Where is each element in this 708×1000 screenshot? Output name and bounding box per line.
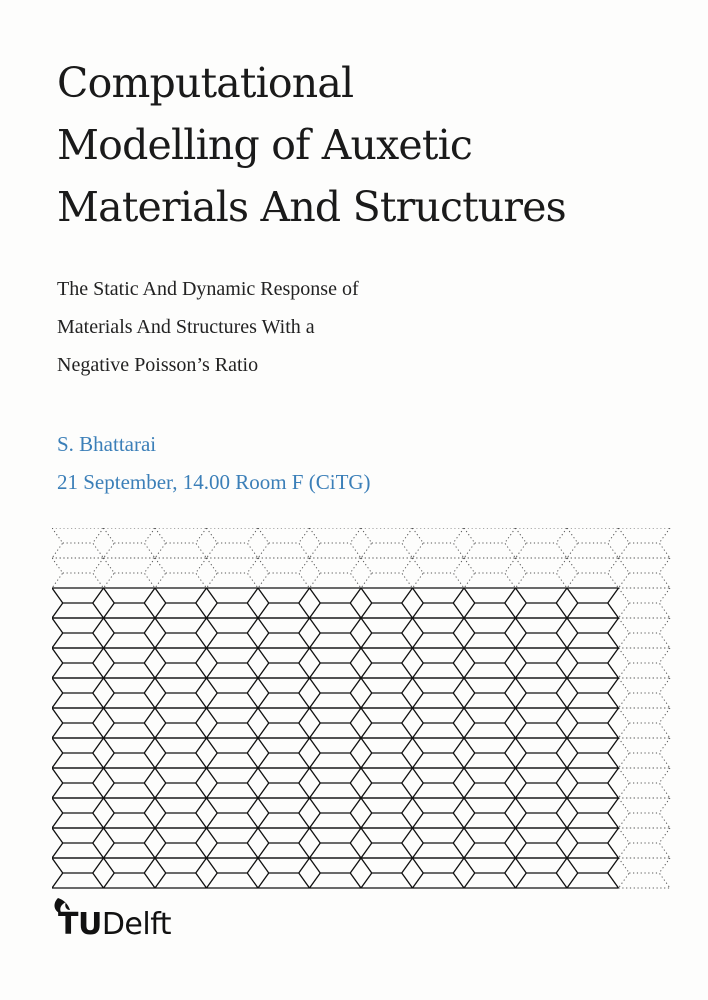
event-details: 21 September, 14.00 Room F (CiTG) bbox=[57, 470, 371, 494]
solid-lattice-cell bbox=[567, 648, 619, 678]
solid-lattice-cell bbox=[155, 768, 207, 798]
solid-lattice-cell bbox=[361, 618, 413, 648]
solid-lattice-cell bbox=[310, 588, 362, 618]
solid-lattice-cell bbox=[361, 678, 413, 708]
solid-lattice-cell bbox=[52, 618, 104, 648]
solid-lattice-cell bbox=[310, 708, 362, 738]
solid-lattice-cell bbox=[104, 708, 156, 738]
subtitle-line: Negative Poisson’s Ratio bbox=[57, 354, 259, 376]
solid-lattice-cell bbox=[104, 678, 156, 708]
solid-lattice-cell bbox=[155, 618, 207, 648]
solid-lattice-cell bbox=[52, 678, 104, 708]
solid-lattice-cell bbox=[258, 768, 310, 798]
solid-lattice-cell bbox=[52, 768, 104, 798]
solid-lattice-cell bbox=[413, 648, 465, 678]
solid-lattice-cell bbox=[361, 738, 413, 768]
dotted-lattice-cell bbox=[567, 528, 619, 558]
dotted-lattice-cell bbox=[516, 528, 568, 558]
dotted-lattice-cell bbox=[619, 738, 671, 768]
solid-lattice-cell bbox=[310, 648, 362, 678]
solid-lattice-cell bbox=[413, 858, 465, 888]
author-block bbox=[57, 425, 657, 501]
solid-lattice-cell bbox=[413, 768, 465, 798]
dotted-lattice-cell bbox=[413, 528, 465, 558]
solid-lattice-cell bbox=[413, 708, 465, 738]
solid-lattice-cell bbox=[155, 798, 207, 828]
solid-lattice-cell bbox=[464, 678, 516, 708]
subtitle-line: The Static And Dynamic Response of bbox=[57, 278, 359, 300]
dotted-lattice-cell bbox=[310, 528, 362, 558]
solid-lattice-cell bbox=[310, 618, 362, 648]
dotted-lattice-cell bbox=[207, 558, 259, 588]
poster-title bbox=[57, 52, 677, 238]
solid-lattice-cell bbox=[516, 588, 568, 618]
dotted-lattice-cell bbox=[464, 558, 516, 588]
solid-lattice-cell bbox=[155, 738, 207, 768]
solid-lattice-cell bbox=[361, 798, 413, 828]
dotted-lattice-cell bbox=[207, 528, 259, 558]
solid-lattice-cell bbox=[52, 648, 104, 678]
title-line: Computational bbox=[57, 59, 354, 107]
solid-lattice-cell bbox=[52, 588, 104, 618]
solid-lattice-cell bbox=[516, 648, 568, 678]
dotted-lattice-cell bbox=[619, 618, 671, 648]
solid-lattice-cell bbox=[258, 858, 310, 888]
solid-lattice-cell bbox=[516, 828, 568, 858]
solid-lattice-cell bbox=[207, 858, 259, 888]
solid-lattice-cell bbox=[104, 738, 156, 768]
solid-lattice-cell bbox=[52, 708, 104, 738]
solid-lattice-cell bbox=[52, 738, 104, 768]
solid-lattice-cell bbox=[567, 588, 619, 618]
dotted-lattice-cell bbox=[104, 528, 156, 558]
poster-subtitle bbox=[57, 270, 657, 384]
solid-lattice-cell bbox=[464, 588, 516, 618]
title-line: Materials And Structures bbox=[57, 183, 566, 231]
solid-lattice-cell bbox=[464, 708, 516, 738]
solid-lattice-cell bbox=[516, 798, 568, 828]
solid-lattice-cell bbox=[567, 678, 619, 708]
dotted-lattice-cell bbox=[619, 588, 671, 618]
dotted-lattice-cell bbox=[619, 768, 671, 798]
solid-lattice-cell bbox=[413, 588, 465, 618]
solid-lattice-cell bbox=[310, 768, 362, 798]
solid-lattice-cell bbox=[155, 708, 207, 738]
solid-lattice-cell bbox=[104, 798, 156, 828]
solid-lattice-cell bbox=[413, 798, 465, 828]
solid-lattice-cell bbox=[361, 828, 413, 858]
solid-lattice-cell bbox=[516, 678, 568, 708]
solid-lattice-cell bbox=[258, 798, 310, 828]
solid-lattice-cell bbox=[207, 828, 259, 858]
solid-lattice-cell bbox=[52, 798, 104, 828]
solid-lattice-cell bbox=[361, 648, 413, 678]
solid-lattice-cell bbox=[516, 768, 568, 798]
solid-lattice-cell bbox=[567, 798, 619, 828]
solid-lattice-cell bbox=[361, 768, 413, 798]
logo-tu: TU bbox=[58, 907, 102, 942]
solid-lattice-cell bbox=[464, 618, 516, 648]
solid-lattice-cell bbox=[104, 648, 156, 678]
solid-lattice-cell bbox=[155, 588, 207, 618]
solid-lattice-cell bbox=[567, 768, 619, 798]
solid-lattice-cell bbox=[104, 768, 156, 798]
solid-lattice-cell bbox=[207, 618, 259, 648]
solid-lattice-cell bbox=[207, 678, 259, 708]
dotted-lattice-cell bbox=[104, 558, 156, 588]
dotted-lattice-cell bbox=[516, 558, 568, 588]
solid-lattice-cell bbox=[361, 588, 413, 618]
title-line: Modelling of Auxetic bbox=[57, 121, 473, 169]
solid-lattice-cell bbox=[310, 798, 362, 828]
dotted-lattice-cell bbox=[464, 528, 516, 558]
solid-lattice-cell bbox=[258, 708, 310, 738]
solid-lattice-cell bbox=[258, 678, 310, 708]
solid-lattice-cell bbox=[361, 708, 413, 738]
solid-lattice-cell bbox=[464, 738, 516, 768]
solid-lattice-cell bbox=[258, 648, 310, 678]
solid-lattice-cell bbox=[258, 588, 310, 618]
dotted-lattice-cell bbox=[619, 678, 671, 708]
dotted-lattice-cell bbox=[361, 528, 413, 558]
solid-lattice-cell bbox=[104, 588, 156, 618]
solid-lattice-cell bbox=[207, 798, 259, 828]
dotted-lattice-cell bbox=[52, 558, 104, 588]
solid-lattice-cell bbox=[207, 648, 259, 678]
subtitle-line: Materials And Structures With a bbox=[57, 316, 315, 338]
dotted-lattice-cell bbox=[619, 828, 671, 858]
solid-lattice-cell bbox=[516, 858, 568, 888]
solid-lattice-cell bbox=[207, 738, 259, 768]
solid-lattice-cell bbox=[155, 858, 207, 888]
tu-delft-logo bbox=[58, 907, 171, 942]
dotted-lattice-cell bbox=[619, 798, 671, 828]
solid-lattice-cell bbox=[516, 708, 568, 738]
dotted-lattice-cell bbox=[155, 528, 207, 558]
solid-lattice-cell bbox=[104, 828, 156, 858]
solid-lattice-cell bbox=[258, 618, 310, 648]
dotted-lattice-cell bbox=[155, 558, 207, 588]
solid-lattice-cell bbox=[413, 618, 465, 648]
solid-lattice-cell bbox=[413, 828, 465, 858]
author-name: S. Bhattarai bbox=[57, 432, 157, 456]
solid-grid-layer bbox=[52, 588, 619, 888]
solid-lattice-cell bbox=[258, 828, 310, 858]
solid-lattice-cell bbox=[567, 858, 619, 888]
solid-lattice-cell bbox=[413, 738, 465, 768]
auxetic-pattern-illustration bbox=[52, 528, 672, 893]
solid-lattice-cell bbox=[310, 828, 362, 858]
solid-lattice-cell bbox=[464, 648, 516, 678]
dotted-lattice-cell bbox=[619, 858, 671, 888]
logo-delft: Delft bbox=[101, 907, 172, 942]
solid-lattice-cell bbox=[516, 738, 568, 768]
dotted-lattice-cell bbox=[52, 528, 104, 558]
dotted-lattice-cell bbox=[258, 528, 310, 558]
solid-lattice-cell bbox=[52, 828, 104, 858]
solid-lattice-cell bbox=[104, 618, 156, 648]
solid-lattice-cell bbox=[567, 828, 619, 858]
solid-lattice-cell bbox=[567, 738, 619, 768]
dotted-lattice-cell bbox=[619, 558, 671, 588]
solid-lattice-cell bbox=[207, 588, 259, 618]
dotted-lattice-cell bbox=[361, 558, 413, 588]
solid-lattice-cell bbox=[464, 768, 516, 798]
solid-lattice-cell bbox=[310, 858, 362, 888]
solid-lattice-cell bbox=[155, 678, 207, 708]
solid-lattice-cell bbox=[567, 708, 619, 738]
solid-lattice-cell bbox=[464, 828, 516, 858]
solid-lattice-cell bbox=[464, 858, 516, 888]
solid-lattice-cell bbox=[258, 738, 310, 768]
dotted-lattice-cell bbox=[413, 558, 465, 588]
dotted-lattice-cell bbox=[619, 708, 671, 738]
dotted-lattice-cell bbox=[310, 558, 362, 588]
solid-lattice-cell bbox=[361, 858, 413, 888]
solid-lattice-cell bbox=[310, 678, 362, 708]
solid-lattice-cell bbox=[104, 858, 156, 888]
dotted-lattice-cell bbox=[567, 558, 619, 588]
solid-lattice-cell bbox=[52, 858, 104, 888]
dotted-lattice-cell bbox=[619, 648, 671, 678]
solid-lattice-cell bbox=[464, 798, 516, 828]
solid-lattice-cell bbox=[207, 768, 259, 798]
dotted-lattice-cell bbox=[619, 528, 671, 558]
solid-lattice-cell bbox=[516, 618, 568, 648]
solid-lattice-cell bbox=[155, 828, 207, 858]
solid-lattice-cell bbox=[207, 708, 259, 738]
solid-lattice-cell bbox=[310, 738, 362, 768]
dotted-lattice-cell bbox=[258, 558, 310, 588]
solid-lattice-cell bbox=[413, 678, 465, 708]
solid-lattice-cell bbox=[567, 618, 619, 648]
solid-lattice-cell bbox=[155, 648, 207, 678]
